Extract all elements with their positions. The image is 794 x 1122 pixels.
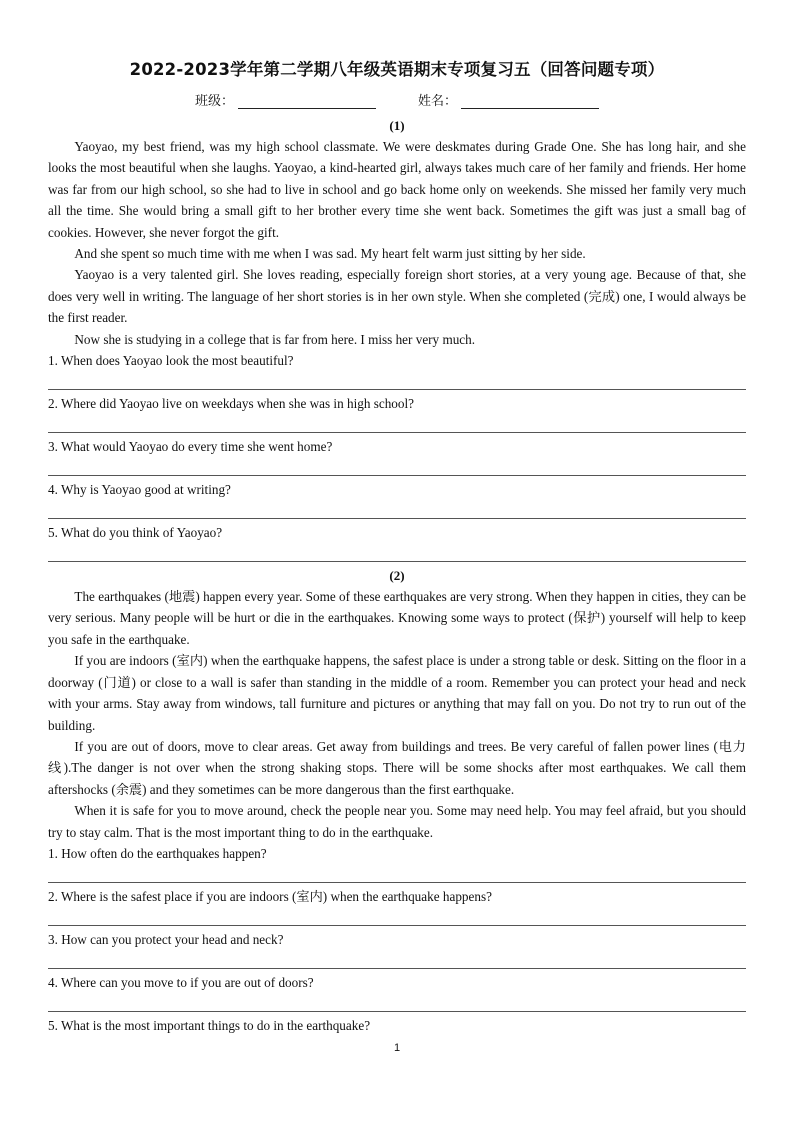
worksheet-page (48, 56, 746, 1036)
passage-1-paragraph: And she spent so much time with me when I was sad. My heart felt warm just sitting by her side. (74, 246, 586, 262)
passage-2-question: 3. How can you protect your head and neck? (48, 931, 284, 947)
passage-1-paragraph: Yaoyao is a very talented girl. She loves reading, especially foreign short stories, at a very young age. Because of that, she does very well in writing. The language of her short stories is in her own style. When she completed (完成) one, I would always be the first reader. (48, 267, 746, 326)
passage-1-label: (1) (389, 118, 405, 133)
answer-line[interactable] (48, 993, 746, 1012)
passage-1-paragraph: Yaoyao, my best friend, was my high school classmate. We were deskmates during Grade One. She has long hair, and she looks the most beautiful when she laughs. Yaoyao, a kind-hearted girl, always takes much care of her family and friends. Her home was far from our high school, so she had to live in school and go back home only on weekends. She missed her family very much all the time. She would bring a small gift to her brother every time she went back. Sometimes the gift was just a small bag of cookies. However, she never forgot the gift. (48, 139, 746, 240)
passage-2-paragraph: When it is safe for you to move around, check the people near you. Some may need help. You may feel afraid, but you should try to stay calm. That is the most important thing to do in the earthquake. (48, 803, 746, 840)
passage-2-question: 2. Where is the safest place if you are indoors (室内) when the earthquake happens? (48, 888, 492, 904)
answer-line[interactable] (48, 457, 746, 476)
class-blank[interactable] (238, 94, 376, 109)
passage-2-question: 1. How often do the earthquakes happen? (48, 845, 267, 861)
answer-line[interactable] (48, 950, 746, 969)
class-field (195, 90, 376, 109)
page-number: 1 (393, 1042, 401, 1054)
passage-2-paragraph: If you are out of doors, move to clear areas. Get away from buildings and trees. Be very careful of fallen power lines (电力线).The danger is not over when the strong shaking stops. There will be some shocks after most earthquakes. We call them aftershocks (余震) and they sometimes can be more dangerous than the first earthquake. (48, 738, 746, 797)
passage-2-question: 4. Where can you move to if you are out of doors? (48, 974, 314, 990)
answer-line[interactable] (48, 907, 746, 926)
answer-line[interactable] (48, 371, 746, 390)
passage-2-paragraph: If you are indoors (室内) when the earthquake happens, the safest place is under a strong table or desk. Sitting on the floor in a doorway (门道) or close to a wall is safer than standing in the middle of a room. Remember you can protect your head and neck with your arms. Stay away from windows, tall furniture and pictures or anything that may fall on you. Do not try to run out of the building. (48, 653, 746, 733)
passage-1-question: 3. What would Yaoyao do every time she went home? (48, 439, 333, 455)
passage-1-question: 4. Why is Yaoyao good at writing? (48, 482, 231, 498)
answer-line[interactable] (48, 543, 746, 562)
name-blank[interactable] (461, 94, 599, 109)
answer-line[interactable] (48, 864, 746, 883)
student-info-row (48, 90, 746, 109)
passage-2-paragraph: The earthquakes (地震) happen every year. Some of these earthquakes are very strong. When they happen in cities, they can be very serious. Many people will be hurt or die in the earthquakes. Knowing some ways to protect (保护) yourself will help to keep you safe in the earthquake. (48, 589, 746, 647)
answer-line[interactable] (48, 414, 746, 433)
passage-1-paragraph: Now she is studying in a college that is far from here. I miss her very much. (74, 331, 476, 347)
name-field (418, 90, 599, 109)
passage-1-question: 5. What do you think of Yaoyao? (48, 525, 223, 541)
passage-1-question: 1. When does Yaoyao look the most beautiful? (48, 353, 294, 369)
answer-line[interactable] (48, 500, 746, 519)
passage-2-question: 5. What is the most important things to do in the earthquake? (48, 1017, 371, 1033)
name-label: 姓名： (418, 94, 458, 109)
worksheet-title: 2022-2023学年第二学期八年级英语期末专项复习五（回答问题专项） (129, 60, 665, 79)
passage-2-label: (2) (389, 568, 405, 584)
class-label: 班级： (194, 94, 234, 109)
passage-1-question: 2. Where did Yaoyao live on weekdays when she was in high school? (48, 396, 415, 412)
